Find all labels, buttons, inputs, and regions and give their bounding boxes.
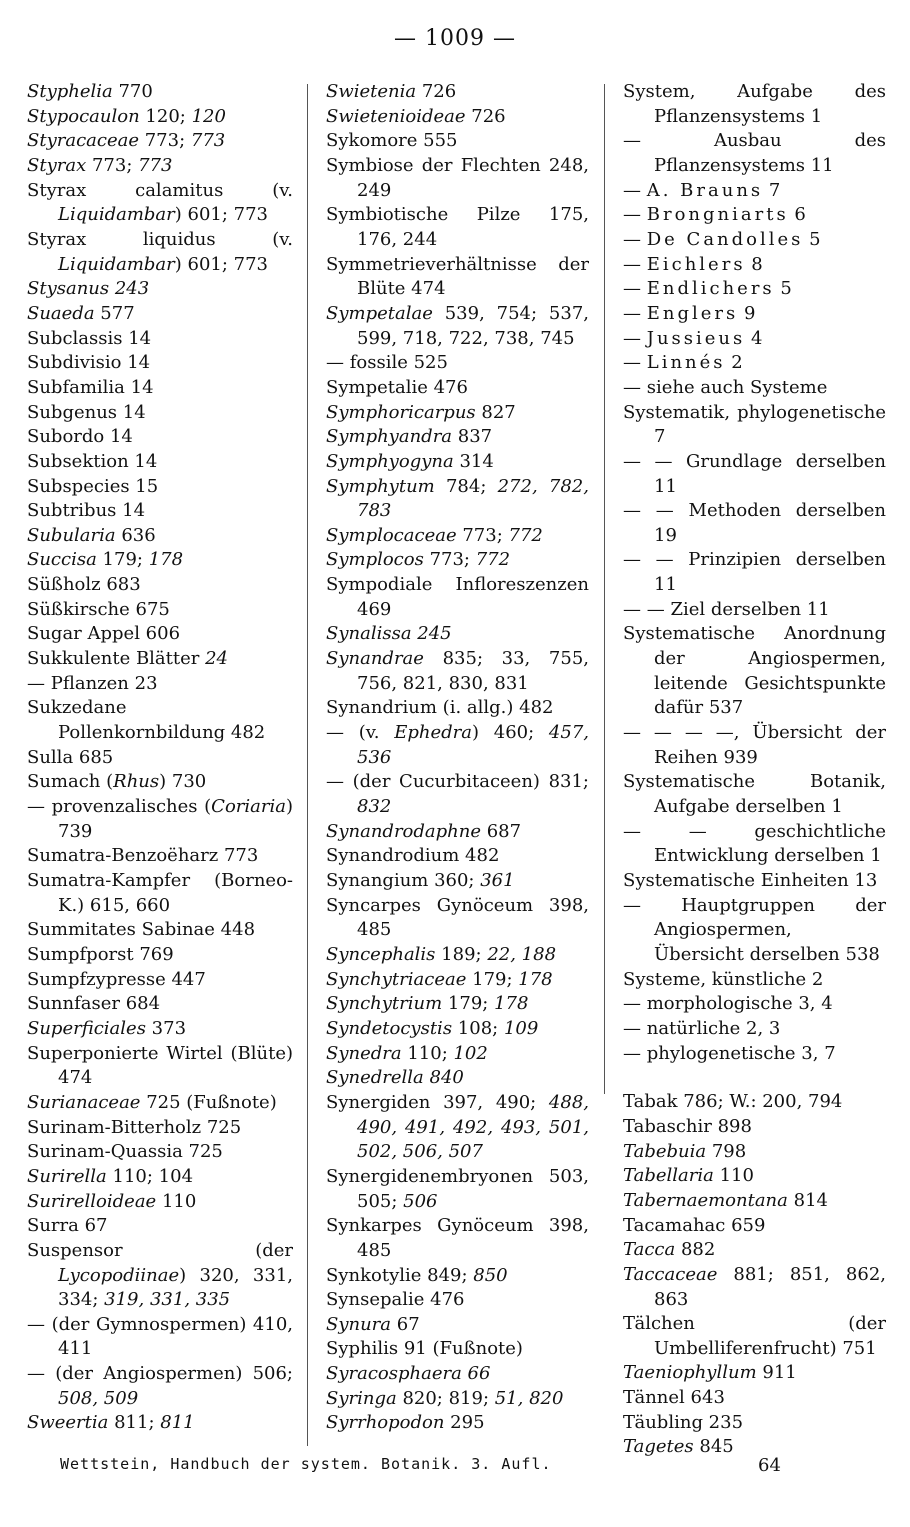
index-entry: Subtribus 14 xyxy=(27,500,146,522)
index-entry: Synchytrium 179; 178 xyxy=(326,993,529,1015)
index-entry: — Ausbau des Pflanzensystems 11 xyxy=(623,130,886,176)
index-entry: Summitates Sabinae 448 xyxy=(27,919,256,941)
index-entry: — phylogenetische 3, 7 xyxy=(623,1042,836,1064)
index-entry: Synandrodium 482 xyxy=(326,845,500,867)
index-entry: Subordo 14 xyxy=(27,426,133,448)
index-entry: Synkarpes Gynöceum 398, 485 xyxy=(326,1215,589,1261)
index-entry: Styrax calamitus (v. Liquidambar) 601; 773 xyxy=(27,179,293,226)
index-entry: Stypocaulon 120; 120 xyxy=(27,105,226,127)
index-entry: Tagetes 845 xyxy=(623,1436,734,1458)
index-entry: — (der Angiospermen) 506; 508, 509 xyxy=(27,1363,293,1409)
index-entry: Taccaceae 881; 851, 862, 863 xyxy=(623,1263,886,1310)
page-header: — 1009 — xyxy=(394,26,516,51)
index-entry: Syringa 820; 819; 51, 820 xyxy=(326,1387,564,1409)
index-entry: — Brongniarts 6 xyxy=(623,204,806,226)
index-entry: Symphyogyna 314 xyxy=(326,450,494,472)
index-entry: Symphoricarpus 827 xyxy=(326,401,516,423)
index-entry: Symbiotische Pilze 175, 176, 244 xyxy=(326,204,589,250)
index-entry: — — Methoden derselben 19 xyxy=(623,500,886,546)
index-entry: Systematische Anordnung der Angiospermen, leitende Gesichtspunkte dafür 537 xyxy=(623,623,886,719)
index-entry: Sukkulente Blätter 24 xyxy=(27,648,229,670)
index-entry: Symplocos 773; 772 xyxy=(326,549,511,571)
index-entry: — Pflanzen 23 xyxy=(27,672,158,694)
index-entry: — — Ziel derselben 11 xyxy=(623,598,830,620)
index-entry: Subclassis 14 xyxy=(27,327,152,349)
index-entry: Täubling 235 xyxy=(623,1411,744,1433)
index-entry: Sumpfzypresse 447 xyxy=(27,968,206,990)
column-divider xyxy=(604,84,605,1094)
index-entry: Sulla 685 xyxy=(27,746,114,768)
index-entry: Surinam-Quassia 725 xyxy=(27,1141,223,1163)
index-entry: Syphilis 91 (Fußnote) xyxy=(326,1338,523,1360)
index-entry: Styrax liquidus (v. Liquidambar) 601; 773 xyxy=(27,228,293,275)
index-entry: Stysanus 243 xyxy=(27,278,150,300)
index-entry: Synchytriaceae 179; 178 xyxy=(326,968,553,990)
index-entry: Tacamahac 659 xyxy=(623,1214,766,1236)
index-entry: Syncephalis 189; 22, 188 xyxy=(326,943,557,965)
section-gap xyxy=(623,1066,886,1090)
index-entry: Symphytum 784; 272, 782, 783 xyxy=(326,475,589,522)
index-entry: — — geschichtliche Entwicklung derselben 1 xyxy=(623,820,886,867)
index-entry: Succisa 179; 178 xyxy=(27,549,184,571)
index-entry: Surra 67 xyxy=(27,1215,108,1237)
index-entry: Subsektion 14 xyxy=(27,450,158,472)
index-entry: Synandrodaphne 687 xyxy=(326,820,522,842)
index-entry: Sukzedane Pollenkornbildung 482 xyxy=(27,697,266,744)
index-entry: — siehe auch Systeme xyxy=(623,376,828,398)
index-entry: Sympetalae 539, 754; 537, 599, 718, 722, 738, 745 xyxy=(326,302,589,349)
index-entry: Surianaceae 725 (Fußnote) xyxy=(27,1091,277,1113)
index-entry: Syrrhopodon 295 xyxy=(326,1412,485,1434)
sheet-signature: 64 xyxy=(758,1455,781,1476)
index-entry: — natürliche 2, 3 xyxy=(623,1017,781,1039)
index-entry: Systematik, phylogenetische 7 xyxy=(623,401,886,448)
index-entry: Tabellaria 110 xyxy=(623,1165,754,1187)
index-entry: Sumatra-Kampfer (Borneo-K.) 615, 660 xyxy=(27,870,293,916)
index-entry: — Linnés 2 xyxy=(623,352,743,374)
index-entry: Superficiales 373 xyxy=(27,1017,187,1039)
index-column-3 xyxy=(623,80,886,1460)
index-entry: — Eichlers 8 xyxy=(623,253,763,275)
index-entry: — (v. Ephedra) 460; 457, 536 xyxy=(326,722,589,768)
index-entry: Süßkirsche 675 xyxy=(27,598,170,620)
index-entry: Synergiden 397, 490; 488, 490, 491, 492, 493, 501, 502, 506, 507 xyxy=(326,1091,589,1163)
index-entry: Synedrella 840 xyxy=(326,1067,464,1089)
index-entry: Sweertia 811; 811 xyxy=(27,1412,195,1434)
index-entry: — De Candolles 5 xyxy=(623,228,821,250)
index-entry: Sumach (Rhus) 730 xyxy=(27,771,207,793)
column-divider xyxy=(307,84,308,1446)
index-entry: Systematische Botanik, Aufgabe derselben 1 xyxy=(623,771,886,818)
index-entry: Synergidenembryonen 503, 505; 506 xyxy=(326,1165,589,1212)
index-entry: — morphologische 3, 4 xyxy=(623,993,833,1015)
index-entry: Subdivisio 14 xyxy=(27,352,151,374)
index-entry: Symplocaceae 773; 772 xyxy=(326,524,543,546)
index-entry: Tabebuia 798 xyxy=(623,1140,747,1162)
index-entry: Synangium 360; 361 xyxy=(326,870,515,891)
index-entry: Tacca 882 xyxy=(623,1239,716,1261)
index-entry: Subgenus 14 xyxy=(27,401,146,423)
index-entry: — provenzalisches (Coriaria) 739 xyxy=(27,796,293,842)
index-entry: Taeniophyllum 911 xyxy=(623,1362,797,1384)
index-entry: Sunnfaser 684 xyxy=(27,993,161,1015)
index-entry: — A. Brauns 7 xyxy=(623,179,781,201)
index-entry: Subularia 636 xyxy=(27,524,156,546)
index-entry: Synalissa 245 xyxy=(326,623,452,645)
index-entry: Synsepalie 476 xyxy=(326,1289,465,1311)
index-entry: System, Aufgabe des Pflanzensystems 1 xyxy=(623,81,886,127)
index-entry: — Hauptgruppen der Angiospermen, Übersicht derselben 538 xyxy=(623,894,886,965)
index-entry: Synandrium (i. allg.) 482 xyxy=(326,697,554,719)
index-entry: Suspensor (der Lycopodiinae) 320, 331, 334; 319, 331, 335 xyxy=(27,1239,293,1311)
index-entry: Symbiose der Flechten 248, 249 xyxy=(326,154,589,201)
index-entry: Systeme, künstliche 2 xyxy=(623,968,824,990)
index-entry: Surirelloideae 110 xyxy=(27,1190,197,1212)
index-entry: Sumatra-Benzoëharz 773 xyxy=(27,845,259,867)
index-column-1 xyxy=(27,80,293,1436)
index-entry: Syncarpes Gynöceum 398, 485 xyxy=(326,894,589,941)
index-entry: Tännel 643 xyxy=(623,1387,725,1409)
index-entry: Superponierte Wirtel (Blüte) 474 xyxy=(27,1042,293,1089)
index-entry: Sykomore 555 xyxy=(326,130,458,152)
index-entry: Tabak 786; W.: 200, 794 xyxy=(623,1091,843,1113)
index-entry: Styrax 773; 773 xyxy=(27,154,173,176)
index-entry: Symmetrieverhältnisse der Blüte 474 xyxy=(326,253,589,300)
index-entry: Suaeda 577 xyxy=(27,302,135,324)
index-entry: — — Prinzipien derselben 11 xyxy=(623,549,886,596)
index-entry: Swietenioideae 726 xyxy=(326,105,506,127)
index-entry: — Jussieus 4 xyxy=(623,327,763,349)
index-entry: — Endlichers 5 xyxy=(623,278,792,300)
index-entry: Synandrae 835; 33, 755, 756, 821, 830, 831 xyxy=(326,648,589,694)
index-entry: Sympetalie 476 xyxy=(326,376,468,398)
index-entry: Tälchen (der Umbelliferenfrucht) 751 xyxy=(623,1313,886,1359)
index-entry: Tabaschir 898 xyxy=(623,1115,752,1137)
index-entry: Synura 67 xyxy=(326,1313,420,1335)
index-entry: Synkotylie 849; 850 xyxy=(326,1264,508,1286)
index-entry: Sumpfporst 769 xyxy=(27,943,174,965)
index-entry: Systematische Einheiten 13 xyxy=(623,870,878,891)
index-entry: Subspecies 15 xyxy=(27,475,159,497)
index-entry: Subfamilia 14 xyxy=(27,376,154,398)
index-entry: — (der Cucurbitaceen) 831; 832 xyxy=(326,771,589,818)
index-entry: — fossile 525 xyxy=(326,352,448,374)
index-entry: Synedra 110; 102 xyxy=(326,1042,488,1064)
index-entry: Tabernaemontana 814 xyxy=(623,1189,828,1211)
index-entry: Surinam-Bitterholz 725 xyxy=(27,1116,242,1138)
index-entry: Sympodiale Infloreszenzen 469 xyxy=(326,574,589,620)
index-entry: Swietenia 726 xyxy=(326,81,457,102)
index-column-2 xyxy=(326,80,589,1436)
index-entry: Süßholz 683 xyxy=(27,574,141,596)
index-entry: Syndetocystis 108; 109 xyxy=(326,1017,539,1039)
index-entry: — (der Gymnospermen) 410, 411 xyxy=(27,1313,293,1360)
index-entry: Sugar Appel 606 xyxy=(27,623,181,645)
index-entry: — — — —, Übersicht der Reihen 939 xyxy=(623,722,886,768)
index-entry: Syracosphaera 66 xyxy=(326,1363,491,1385)
index-entry: — — Grundlage derselben 11 xyxy=(623,450,886,497)
index-entry: Symphyandra 837 xyxy=(326,426,493,448)
index-entry: Surirella 110; 104 xyxy=(27,1165,194,1187)
footer-citation: Wettstein, Handbuch der system. Botanik. 3. Aufl. xyxy=(60,1455,552,1473)
index-entry: Styphelia 770 xyxy=(27,81,153,102)
index-entry: — Englers 9 xyxy=(623,302,756,324)
index-entry: Styracaceae 773; 773 xyxy=(27,130,226,152)
